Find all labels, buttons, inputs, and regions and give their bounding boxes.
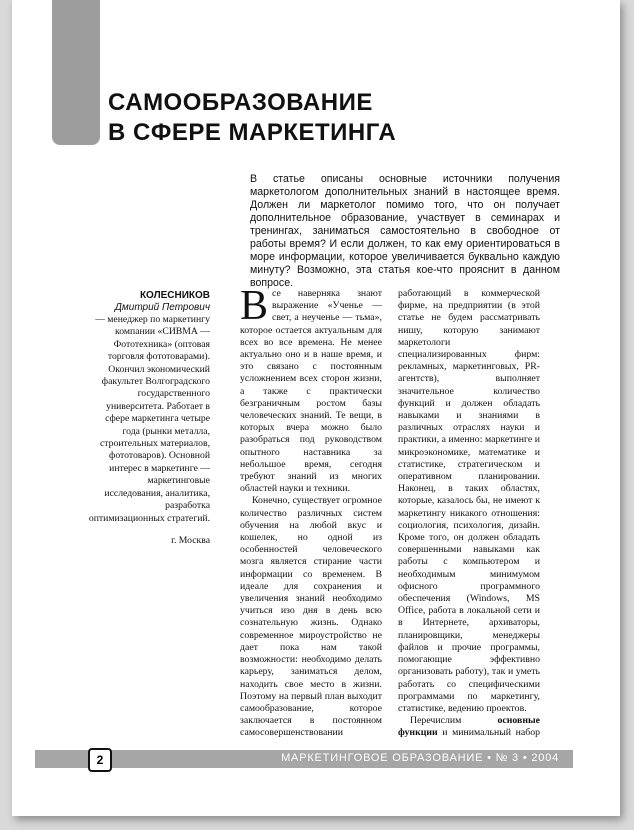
paragraph-4: работающий в коммерческой фирме, на предприятии (в этой статье не будем рассматривать нишу, которую занимают маркетологи специализированных фирм: рекламных, маркетинговых, PR-агентств), выполняет значительное количество функций и должен обладать навыками и знаниями в различных отраслях науки и практики, а именно: маркетинге и микроэкономике, математике и статистике, стратегическом и оперативном планировании. Наконец, в таких областях, которые, казалось бы, не имеют к маркетингу никакого отношения: социология, психология, дизайн. Кроме того, он должен обладать совершенными навыками как работы с компьютером и необходимым минимумом офисного программного обеспечения (Windows, MS Office, работа в локальной сети и в Интернете, архиваторы, планировщики, менеджеры файлов и прочие программы, помогающие эффективно организовать работу), так и уметь работать со специфическими программами по маркетингу, статистике, ведению проектов. [398,288,540,714]
paragraph-1-text: се наверняка знают выражение «Ученье — свет, а неученье — тьма», которое остается актуальным для всех во все времена. Не менее актуально оно и в наше время, и это связано с постоянным усложнением всех сторон жизни, а также с практически безграничным ростом базы человеческих знаний. Те вещи, в которых вчера можно было разобраться под руководством опытного наставника за небольшое время, сегодня требуют знаний из многих областей науки и техники. [240,288,382,495]
footer-bar [35,750,573,768]
drop-cap: В [240,288,269,329]
article-title [108,88,396,148]
paragraph-5-bold: основные функции [398,715,540,739]
paragraph-1 [240,288,382,495]
journal-name: МАРКЕТИНГОВОЕ ОБРАЗОВАНИЕ • № 3 • 2004 [281,752,559,764]
author-bio: — менеджер по маркетингу компании «СИВМА — Фототехника» (оптовая торговля фототоварами). Окончил экономический факультет Волгоградского государственного университета. Работает в сфере маркетинга четыре года (рынки металла, строительных материалов, фототоваров). Основной интерес в маркетинге — маркетинговые исследования, аналитика, разработка оптимизационных стратегий. [88,314,210,524]
author-block [88,290,210,547]
text-column-1 [240,288,382,740]
author-city: г. Москва [171,534,210,546]
paragraph-2: Конечно, существует огромное количество различных систем обучения на любой вкус и кошелек, но одной из особенностей человеческого мозга является стирание части информации со временем. В идеале для сохранения и увеличения знаний необходимо учиться изо дня в день всю сознательную жизнь. Однако современное мироустройство не дает пока нам такой возможности: необходимо делать карьеру, заниматься делом, находить свое место в жизни. Поэтому на первый план выходит самообразование, которое заключается в постоянном самосовершенствовании [240,495,382,739]
author-fullname: Дмитрий Петрович [114,302,210,313]
paragraph-5-end: и минимальный набор [442,727,540,739]
page-number: 2 [88,748,112,772]
paragraph-5-start: Перечислим [410,715,498,727]
title-line-1: САМООБРАЗОВАНИЕ [108,89,373,116]
article-lead: В статье описаны основные источники получения маркетологом дополнительных знаний в настоящее время. Должен ли маркетолог помимо того, что он получает дополнительное образование, участвует в семинарах и тренингах, заниматься самостоятельно в свободное от работы время? И если должен, то как ему ориентироваться в море информации, которое увеличивается буквально каждую минуту? Возможно, эта статья кое-что прояснит в данном вопросе. [250,173,560,289]
text-column-2 [398,288,540,740]
paragraph-5 [398,715,540,740]
title-line-2: В СФЕРЕ МАРКЕТИНГА [108,119,397,146]
author-surname: КОЛЕСНИКОВ [139,290,210,301]
decorative-tab [52,0,100,145]
